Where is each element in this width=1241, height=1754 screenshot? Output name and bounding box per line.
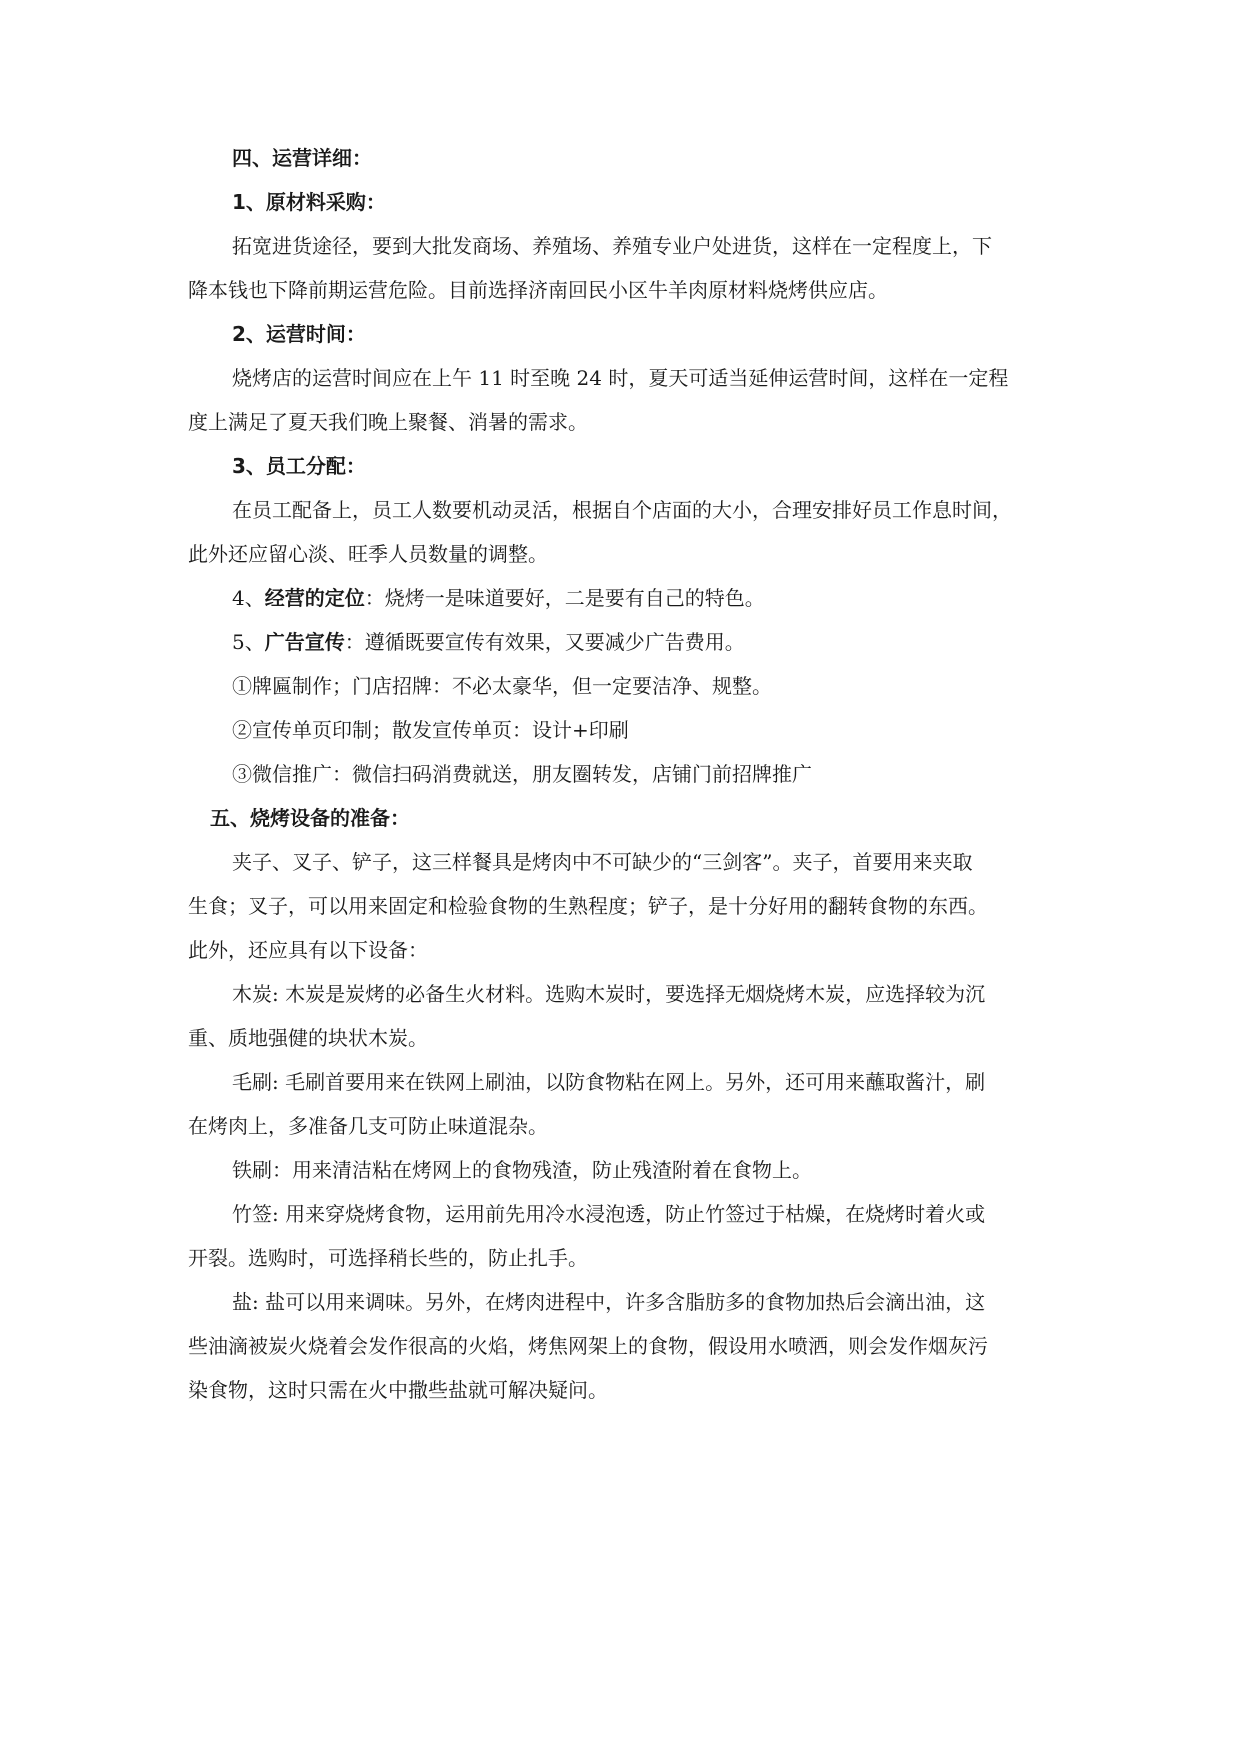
item-2-line-2: 度上满足了夏天我们晚上聚餐、消暑的需求。: [188, 410, 588, 434]
item-2-line-1: 烧烤店的运营时间应在上午 11 时至晚 24 时，夏天可适当延伸运营时间，这样在一定程: [232, 366, 1009, 390]
intro-line-2: 生食；叉子，可以用来固定和检验食物的生熟程度；铲子，是十分好用的翻转食物的东西。: [188, 894, 988, 918]
equip-skewer-line-2: 开裂。选购时，可选择稍长些的，防止扎手。: [188, 1246, 588, 1270]
item-4: [232, 586, 765, 610]
section-heading-4: 四、运营详细：: [232, 146, 372, 170]
sub-item-2: ②宣传单页印制；散发宣传单页：设计+印刷: [232, 718, 629, 742]
item-5-title: 广告宣传: [264, 630, 345, 654]
equip-brush-line-1: 毛刷: 毛刷首要用来在铁网上刷油，以防食物粘在网上。另外，还可用来蘸取酱汁，刷: [232, 1070, 986, 1094]
equip-skewer-line-1: 竹签: 用来穿烧烤食物，运用前先用冷水浸泡透，防止竹签过于枯燥，在烧烤时着火或: [232, 1202, 986, 1226]
item-1-line-2: 降本钱也下降前期运营危险。目前选择济南回民小区牛羊肉原材料烧烤供应店。: [188, 278, 888, 302]
sub-item-3: ③微信推广：微信扫码消费就送，朋友圈转发，店铺门前招牌推广: [232, 762, 812, 786]
sub-item-1: ①牌匾制作；门店招牌：不必太豪华，但一定要洁净、规整。: [232, 674, 772, 698]
equip-charcoal-line-2: 重、质地强健的块状木炭。: [188, 1026, 428, 1050]
item-5: [232, 630, 745, 654]
item-5-number: 5、: [232, 630, 265, 654]
item-title-3: 3、员工分配：: [232, 454, 366, 478]
equip-brush-line-2: 在烤肉上，多准备几支可防止味道混杂。: [188, 1114, 548, 1138]
item-5-text: ：遵循既要宣传有效果，又要减少广告费用。: [344, 630, 745, 654]
item-4-text: ：烧烤一是味道要好，二是要有自己的特色。: [364, 586, 765, 610]
equip-wire-brush: 铁刷：用来清洁粘在烤网上的食物残渣，防止残渣附着在食物上。: [232, 1158, 812, 1182]
item-1-line-1: 拓宽进货途径，要到大批发商场、养殖场、养殖专业户处进货，这样在一定程度上，下: [232, 234, 992, 258]
item-title-1: 1、原材料采购：: [232, 190, 386, 214]
equip-salt-line-3: 染食物，这时只需在火中撒些盐就可解决疑问。: [188, 1378, 608, 1402]
item-4-title: 经营的定位: [264, 586, 365, 610]
item-title-2: 2、运营时间：: [232, 322, 366, 346]
intro-line-3: 此外，还应具有以下设备：: [188, 938, 428, 962]
intro-line-1: 夹子、叉子、铲子，这三样餐具是烤肉中不可缺少的“三剑客”。夹子，首要用来夹取: [232, 850, 973, 874]
item-3-line-2: 此外还应留心淡、旺季人员数量的调整。: [188, 542, 548, 566]
equip-charcoal-line-1: 木炭: 木炭是炭烤的必备生火材料。选购木炭时，要选择无烟烧烤木炭，应选择较为沉: [232, 982, 986, 1006]
item-3-line-1: 在员工配备上，员工人数要机动灵活，根据自个店面的大小，合理安排好员工作息时间，: [232, 498, 1012, 522]
equip-salt-line-2: 些油滴被炭火烧着会发作很高的火焰，烤焦网架上的食物，假设用水喷洒，则会发作烟灰污: [188, 1334, 988, 1358]
item-4-number: 4、: [232, 586, 265, 610]
section-heading-5: 五、烧烤设备的准备：: [210, 806, 410, 830]
equip-salt-line-1: 盐: 盐可以用来调味。另外，在烤肉进程中，许多含脂肪多的食物加热后会滴出油，这: [232, 1290, 986, 1314]
